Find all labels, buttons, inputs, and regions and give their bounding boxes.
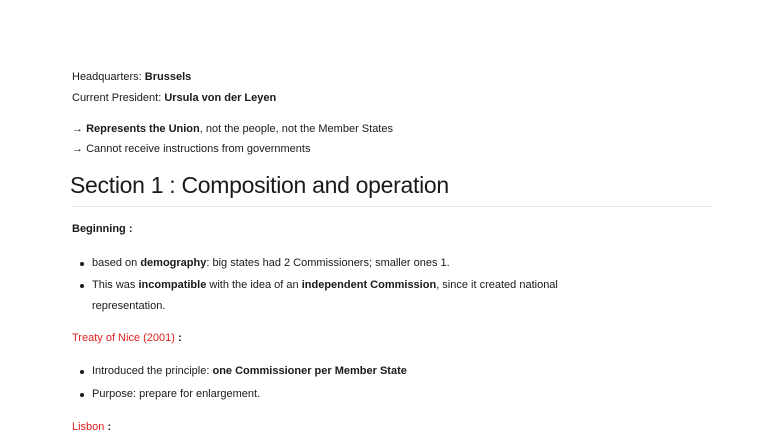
president-line [72,91,276,105]
nice-heading-colon: : [174,332,182,344]
list-item [92,278,558,293]
bullet-text: Purpose: prepare for enlargement. [92,388,261,400]
bullet-text: representation. [92,300,166,312]
bullet-text: This was [92,279,139,291]
beginning-heading-text: Beginning : [72,223,133,235]
bullet-text: , since it created national [436,279,558,291]
headquarters-line [72,70,191,84]
bullet-bold: incompatible [138,279,207,291]
bullet-text: based on [92,257,141,269]
bullet-text: with the idea of an [206,279,302,291]
list-item [92,364,407,379]
represents-bold: Represents the Union [86,123,200,135]
headquarters-value: Brussels [144,71,192,83]
arrow-line-instructions [72,142,310,156]
list-item [92,387,260,402]
bullet-bold: one Commissioner per Member State [212,365,407,377]
represents-rest: , not the people, not the Member States [199,123,393,135]
section-title: Section 1 : Composition and operation [70,172,449,198]
bullet-bold: demography [140,257,207,269]
beginning-heading [72,222,133,236]
nice-heading-link[interactable]: Treaty of Nice (2001) [72,332,175,344]
lisbon-heading [72,420,111,434]
section-divider [72,206,712,207]
instructions-text: Cannot receive instructions from governments [86,143,311,155]
arrow-icon: → [72,123,87,135]
lisbon-heading-link[interactable]: Lisbon [72,421,105,433]
bullet-continuation [92,299,165,313]
president-label: Current President: [72,92,165,104]
bullet-bold: independent Commission [301,279,437,291]
arrow-icon: → [72,143,87,155]
president-value: Ursula von der Leyen [164,92,277,104]
headquarters-label: Headquarters: [72,71,145,83]
bullet-text: Introduced the principle: [92,365,213,377]
list-item [92,256,450,271]
nice-heading [72,331,182,345]
bullet-text: : big states had 2 Commissioners; smaller ones 1. [206,257,450,269]
arrow-line-represents [72,122,393,136]
lisbon-heading-colon: : [104,421,112,433]
